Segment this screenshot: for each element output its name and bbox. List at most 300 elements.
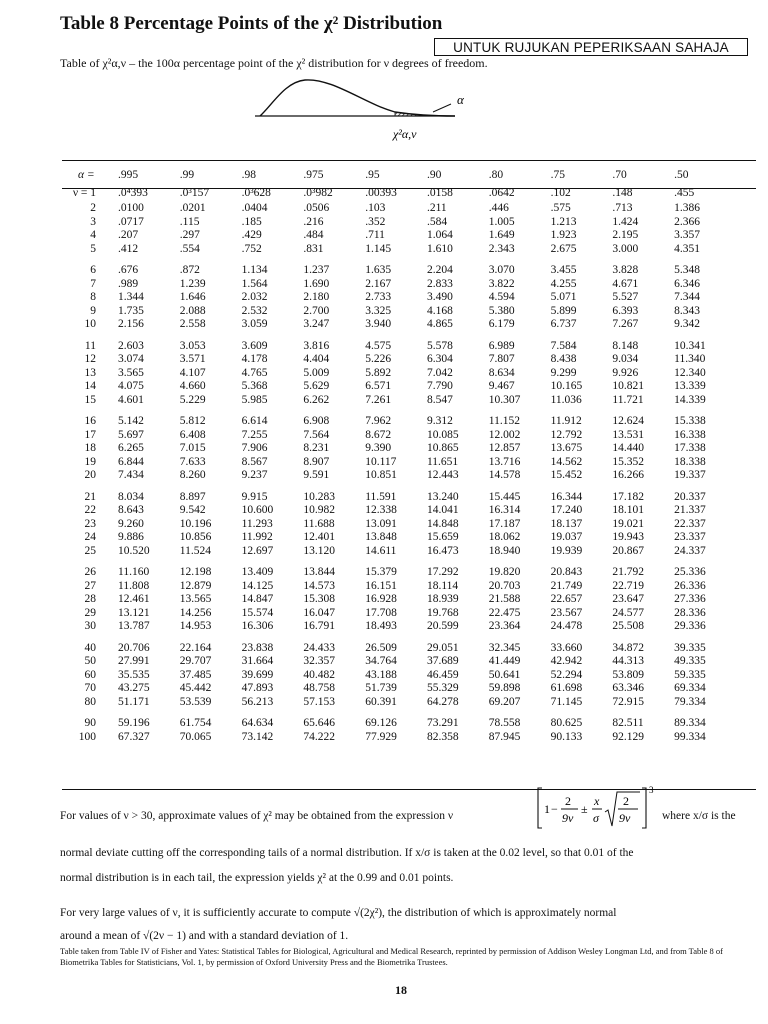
value-cell: 9.237: [241, 469, 268, 482]
value-cell: 2.088: [179, 304, 206, 317]
value-cell: .0³157: [179, 186, 210, 199]
nu-cell: 5: [90, 242, 96, 255]
value-cell: 65.646: [303, 717, 336, 730]
value-cell: 11.808: [118, 579, 150, 592]
value-cell: 20.599: [426, 620, 459, 633]
value-cell: 5.899: [550, 304, 577, 317]
value-cell: 13.091: [365, 517, 397, 530]
value-cell: 10.085: [426, 428, 459, 441]
value-cell: 11.651: [426, 455, 459, 468]
value-cell: 9.886: [118, 531, 144, 544]
value-cell: 2.833: [426, 277, 453, 290]
alpha-column-header: .75: [550, 169, 565, 181]
value-cell: 73.291: [426, 717, 459, 730]
value-cell: 15.659: [426, 531, 459, 544]
value-cell: 2.532: [241, 304, 268, 317]
value-cell: 17.338: [674, 442, 706, 455]
value-cell: .103: [365, 202, 386, 215]
large-values-line-2: around a mean of √(2ν − 1) and with a standard deviation of 1.: [60, 930, 349, 942]
left-bracket: [538, 788, 542, 828]
value-cell: 12.624: [612, 415, 644, 428]
alpha-column-header: .98: [241, 169, 256, 181]
value-cell: 44.313: [612, 655, 644, 668]
table-row: [64, 184, 732, 202]
value-cell: 20.337: [674, 490, 706, 503]
value-cell: 71.145: [550, 695, 583, 708]
value-cell: 19.820: [488, 566, 521, 579]
value-cell: 7.584: [550, 339, 577, 352]
value-cell: 6.304: [426, 353, 453, 366]
nu-cell: 30: [84, 620, 96, 633]
value-cell: .185: [241, 215, 262, 228]
value-cell: 21.749: [550, 579, 583, 592]
value-cell: 13.240: [426, 490, 459, 503]
value-cell: 21.588: [488, 593, 521, 606]
alpha-header-label: α =: [78, 169, 95, 181]
value-cell: 39.335: [674, 641, 706, 654]
value-cell: 18.114: [426, 579, 459, 592]
value-cell: .713: [612, 202, 633, 215]
value-cell: 69.207: [488, 695, 521, 708]
value-cell: 13.120: [303, 544, 336, 557]
alpha-column-header: .70: [612, 169, 627, 181]
nu-cell: 11: [84, 339, 96, 352]
chi-label: χ²α,ν: [393, 127, 417, 141]
value-cell: 15.574: [241, 606, 274, 619]
value-cell: .455: [674, 186, 695, 199]
value-cell: 7.267: [612, 318, 639, 331]
nu-cell: 27: [84, 579, 96, 592]
value-cell: 10.283: [303, 490, 336, 503]
value-cell: 48.758: [303, 682, 336, 695]
value-cell: 43.275: [118, 682, 150, 695]
expr-two: 2: [565, 794, 571, 808]
value-cell: 7.633: [179, 455, 206, 468]
value-cell: 9.915: [241, 490, 268, 503]
nu-cell: 21: [84, 490, 96, 503]
value-cell: 14.953: [179, 620, 212, 633]
value-cell: 23.364: [488, 620, 521, 633]
value-cell: 53.809: [612, 668, 644, 681]
value-cell: 11.293: [241, 517, 273, 530]
value-cell: 60.391: [365, 695, 397, 708]
value-cell: 12.697: [241, 544, 274, 557]
nu-cell: 14: [84, 380, 96, 393]
table-row: [64, 682, 732, 696]
density-curve: [260, 80, 455, 116]
value-cell: .0³982: [303, 186, 333, 199]
value-cell: 8.907: [303, 455, 330, 468]
value-cell: 9.467: [488, 380, 515, 393]
table-row: [64, 731, 732, 745]
value-cell: 8.643: [118, 504, 144, 517]
value-cell: 6.571: [365, 380, 392, 393]
value-cell: 19.021: [612, 517, 644, 530]
value-cell: 1.237: [303, 264, 330, 277]
value-cell: 8.343: [674, 304, 701, 317]
value-cell: 8.547: [426, 393, 453, 406]
value-cell: 2.180: [303, 291, 330, 304]
value-cell: 40.482: [303, 668, 336, 681]
value-cell: 17.708: [365, 606, 397, 619]
value-cell: 31.664: [241, 655, 274, 668]
value-cell: 3.070: [488, 264, 515, 277]
value-cell: 4.671: [612, 277, 639, 290]
value-cell: .352: [365, 215, 386, 228]
value-cell: 39.699: [241, 668, 274, 681]
value-cell: 6.908: [303, 415, 330, 428]
value-cell: 11.591: [365, 490, 397, 503]
alpha-column-header: .90: [426, 169, 442, 181]
nu-cell: 13: [84, 366, 96, 379]
value-cell: .575: [550, 202, 571, 215]
value-cell: 12.461: [118, 593, 150, 606]
value-cell: .554: [179, 242, 200, 255]
table-row: [64, 243, 732, 257]
value-cell: 1.649: [488, 229, 515, 242]
large-values-line-1: For very large values of ν, it is sufficiently accurate to compute √(2χ²), the distribution of which is approximately normal: [60, 907, 617, 919]
value-cell: 10.341: [674, 339, 706, 352]
nu-cell: 25: [84, 544, 96, 557]
value-cell: 32.357: [303, 655, 336, 668]
value-cell: 5.629: [303, 380, 330, 393]
table-row: [64, 483, 732, 505]
value-cell: 78.558: [488, 717, 521, 730]
value-cell: 18.101: [612, 504, 644, 517]
value-cell: 20.706: [118, 641, 150, 654]
alpha-label: α: [457, 92, 464, 107]
nu-cell: 90: [84, 717, 96, 730]
value-cell: 21.792: [612, 566, 644, 579]
value-cell: .0717: [118, 215, 144, 228]
value-cell: 16.344: [550, 490, 583, 503]
value-cell: .216: [303, 215, 324, 228]
value-cell: 10.856: [179, 531, 212, 544]
normal-deviate-line-2: normal distribution is in each tail, the expression yields χ² at the 0.99 and 0.01 points.: [60, 872, 454, 884]
nu-cell: 10: [84, 318, 96, 331]
value-cell: 8.567: [241, 455, 268, 468]
value-cell: 14.573: [303, 579, 336, 592]
value-cell: .297: [179, 229, 200, 242]
nu-cell: 19: [84, 455, 96, 468]
value-cell: 57.153: [303, 695, 336, 708]
value-cell: 14.256: [179, 606, 212, 619]
value-cell: 6.408: [179, 428, 206, 441]
value-cell: 82.511: [612, 717, 644, 730]
table-row: [64, 442, 732, 456]
value-cell: 6.989: [488, 339, 515, 352]
value-cell: 80.625: [550, 717, 583, 730]
value-cell: 53.539: [179, 695, 212, 708]
value-cell: 4.660: [179, 380, 206, 393]
value-cell: 4.107: [179, 366, 206, 379]
value-cell: 10.982: [303, 504, 336, 517]
value-cell: 16.791: [303, 620, 336, 633]
value-cell: 2.032: [241, 291, 268, 304]
value-cell: 70.065: [179, 730, 212, 743]
value-cell: 9.260: [118, 517, 144, 530]
value-cell: 11.721: [612, 393, 644, 406]
nu-cell: 50: [84, 655, 96, 668]
table-row: [64, 202, 732, 216]
value-cell: 1.424: [612, 215, 639, 228]
value-cell: 14.848: [426, 517, 459, 530]
value-cell: 15.308: [303, 593, 336, 606]
table-row: [64, 456, 732, 470]
value-cell: 18.338: [674, 455, 706, 468]
value-cell: 16.338: [674, 428, 706, 441]
table-row: [64, 394, 732, 408]
value-cell: 1.005: [488, 215, 515, 228]
table-row: [64, 620, 732, 634]
value-cell: .207: [118, 229, 139, 242]
value-cell: 11.160: [118, 566, 150, 579]
value-cell: 22.719: [612, 579, 644, 592]
expr-nine-nu-root: 9ν: [619, 811, 631, 825]
value-cell: 2.204: [426, 264, 453, 277]
value-cell: 23.337: [674, 531, 706, 544]
value-cell: 18.940: [488, 544, 521, 557]
value-cell: 5.071: [550, 291, 577, 304]
value-cell: 3.940: [365, 318, 392, 331]
value-cell: 63.346: [612, 682, 644, 695]
value-cell: .676: [118, 264, 139, 277]
value-cell: 8.634: [488, 366, 515, 379]
alpha-column-header: .995: [118, 169, 139, 181]
value-cell: 11.152: [488, 415, 520, 428]
value-cell: 11.992: [241, 531, 273, 544]
alpha-column-header: .95: [365, 169, 380, 181]
value-cell: 82.358: [426, 730, 459, 743]
nu-cell: 29: [84, 606, 96, 619]
value-cell: 27.991: [118, 655, 150, 668]
table-row: [64, 531, 732, 545]
value-cell: 51.171: [118, 695, 150, 708]
value-cell: 23.647: [612, 593, 644, 606]
value-cell: 7.434: [118, 469, 144, 482]
value-cell: 12.338: [365, 504, 397, 517]
table-row: [64, 256, 732, 278]
nu-cell: 23: [84, 517, 96, 530]
value-cell: 2.733: [365, 291, 392, 304]
value-cell: 72.915: [612, 695, 644, 708]
value-cell: 6.265: [118, 442, 144, 455]
value-cell: 3.059: [241, 318, 268, 331]
table-row: [64, 545, 732, 559]
value-cell: 52.294: [550, 668, 583, 681]
table-row: [64, 380, 732, 394]
value-cell: 9.342: [674, 318, 701, 331]
value-cell: 4.178: [241, 353, 268, 366]
nu-cell: 40: [84, 641, 96, 654]
value-cell: 11.036: [550, 393, 582, 406]
nu-cell: 15: [84, 393, 96, 406]
chi-square-table: [64, 166, 732, 744]
expr-x: x: [594, 794, 600, 808]
value-cell: 1.145: [365, 242, 392, 255]
nu-cell: 22: [84, 504, 96, 517]
value-cell: 32.345: [488, 641, 521, 654]
value-cell: .989: [118, 277, 139, 290]
approximation-expression: [536, 784, 660, 832]
value-cell: .0201: [179, 202, 206, 215]
value-cell: 11.340: [674, 353, 706, 366]
value-cell: 16.928: [365, 593, 397, 606]
value-cell: 69.126: [365, 717, 397, 730]
source-note: Table taken from Table IV of Fisher and Yates: Statistical Tables for Biological, Agricultural and Medical Research, reprinted by permission of Addison Wesley Longman Ltd, and from Table 8 of Biometrika Tables for Statisticians, Vol. 1, by permission of Oxford University Press and the Biometrika Trustees.: [60, 946, 724, 967]
value-cell: 2.156: [118, 318, 144, 331]
value-cell: 3.816: [303, 339, 330, 352]
nu-cell: 7: [90, 277, 96, 290]
value-cell: 1.239: [179, 277, 206, 290]
value-cell: 7.906: [241, 442, 268, 455]
value-cell: 14.125: [241, 579, 274, 592]
value-cell: 5.892: [365, 366, 392, 379]
value-cell: 19.939: [550, 544, 583, 557]
value-cell: 6.262: [303, 393, 330, 406]
value-cell: 55.329: [426, 682, 459, 695]
value-cell: 2.343: [488, 242, 515, 255]
where-text: where x/σ is the: [662, 810, 736, 822]
expr-two-root: 2: [623, 794, 629, 808]
value-cell: 59.196: [118, 717, 150, 730]
value-cell: 19.768: [426, 606, 459, 619]
value-cell: 12.198: [179, 566, 212, 579]
nu-cell: 16: [84, 415, 96, 428]
value-cell: 22.657: [550, 593, 583, 606]
nu-cell: 100: [78, 730, 96, 743]
value-cell: 3.490: [426, 291, 453, 304]
value-cell: 90.133: [550, 730, 583, 743]
value-cell: 7.807: [488, 353, 515, 366]
value-cell: 3.247: [303, 318, 330, 331]
value-cell: 6.346: [674, 277, 701, 290]
value-cell: 10.865: [426, 442, 459, 455]
table-row: [64, 669, 732, 683]
table-row: [64, 291, 732, 305]
value-cell: .0⁴393: [118, 186, 148, 199]
value-cell: 46.459: [426, 668, 459, 681]
value-cell: 14.847: [241, 593, 274, 606]
value-cell: 2.195: [612, 229, 639, 242]
table-row: [64, 305, 732, 319]
value-cell: 1.564: [241, 277, 268, 290]
value-cell: .0506: [303, 202, 330, 215]
value-cell: 17.292: [426, 566, 459, 579]
table-row: [64, 469, 732, 483]
value-cell: 10.520: [118, 544, 150, 557]
value-cell: .484: [303, 229, 324, 242]
value-cell: 8.034: [118, 490, 144, 503]
value-cell: 5.226: [365, 353, 392, 366]
nu-cell: 70: [84, 682, 96, 695]
value-cell: 6.179: [488, 318, 515, 331]
value-cell: 12.792: [550, 428, 583, 441]
value-cell: 18.062: [488, 531, 521, 544]
value-cell: 14.578: [488, 469, 521, 482]
expr-nine-nu: 9ν: [562, 811, 574, 825]
value-cell: 17.182: [612, 490, 644, 503]
table-row: [64, 407, 732, 429]
table-row: [64, 558, 732, 580]
value-cell: 14.339: [674, 393, 706, 406]
nu-cell: ν = 1: [72, 186, 96, 199]
value-cell: 51.739: [365, 682, 397, 695]
value-cell: 15.338: [674, 415, 706, 428]
value-cell: 1.646: [179, 291, 206, 304]
value-cell: 4.865: [426, 318, 453, 331]
value-cell: 49.335: [674, 655, 706, 668]
value-cell: 2.167: [365, 277, 392, 290]
value-cell: 9.312: [426, 415, 453, 428]
value-cell: 56.213: [241, 695, 274, 708]
table-row: [64, 216, 732, 230]
value-cell: 15.445: [488, 490, 521, 503]
alpha-column-header: .99: [179, 169, 195, 181]
table-row: [64, 709, 732, 731]
value-cell: 73.142: [241, 730, 274, 743]
value-cell: 4.601: [118, 393, 144, 406]
page-title: Table 8 Percentage Points of the χ² Distribution: [60, 13, 443, 34]
expr-one: 1: [544, 802, 550, 816]
value-cell: 25.336: [674, 566, 706, 579]
value-cell: 11.688: [303, 517, 335, 530]
value-cell: 10.307: [488, 393, 521, 406]
value-cell: 24.478: [550, 620, 583, 633]
table-row: [64, 429, 732, 443]
value-cell: 12.443: [426, 469, 459, 482]
value-cell: 7.344: [674, 291, 701, 304]
value-cell: 8.231: [303, 442, 330, 455]
value-cell: 2.675: [550, 242, 577, 255]
value-cell: 5.009: [303, 366, 330, 379]
value-cell: 59.335: [674, 668, 706, 681]
value-cell: 4.594: [488, 291, 515, 304]
value-cell: 3.609: [241, 339, 268, 352]
value-cell: 3.053: [179, 339, 206, 352]
value-cell: 9.591: [303, 469, 330, 482]
value-cell: 50.641: [488, 668, 521, 681]
value-cell: .115: [179, 215, 200, 228]
table-row: [64, 353, 732, 367]
table-row: [64, 580, 732, 594]
value-cell: 26.336: [674, 579, 706, 592]
value-cell: 7.564: [303, 428, 330, 441]
value-cell: 1.344: [118, 291, 144, 304]
chi-square-table-body: [64, 184, 732, 744]
value-cell: 7.255: [241, 428, 268, 441]
value-cell: 24.337: [674, 544, 706, 557]
table-row: [64, 278, 732, 292]
value-cell: 14.562: [550, 455, 583, 468]
nu-cell: 3: [90, 215, 96, 228]
value-cell: 21.337: [674, 504, 706, 517]
table-row: [64, 518, 732, 532]
value-cell: 43.188: [365, 668, 397, 681]
value-cell: 17.240: [550, 504, 583, 517]
nu-cell: 9: [90, 304, 96, 317]
value-cell: 9.390: [365, 442, 392, 455]
value-cell: 7.015: [179, 442, 206, 455]
chi-square-density-figure: [255, 76, 495, 146]
normal-deviate-line-1: normal deviate cutting off the corresponding tails of a normal distribution. If x/σ is taken at the 0.02 level, so that 0.01 of the: [60, 847, 634, 859]
value-cell: 1.635: [365, 264, 392, 277]
value-cell: 11.524: [179, 544, 211, 557]
value-cell: 99.334: [674, 730, 706, 743]
value-cell: 10.196: [179, 517, 212, 530]
value-cell: 2.700: [303, 304, 330, 317]
value-cell: 5.368: [241, 380, 268, 393]
